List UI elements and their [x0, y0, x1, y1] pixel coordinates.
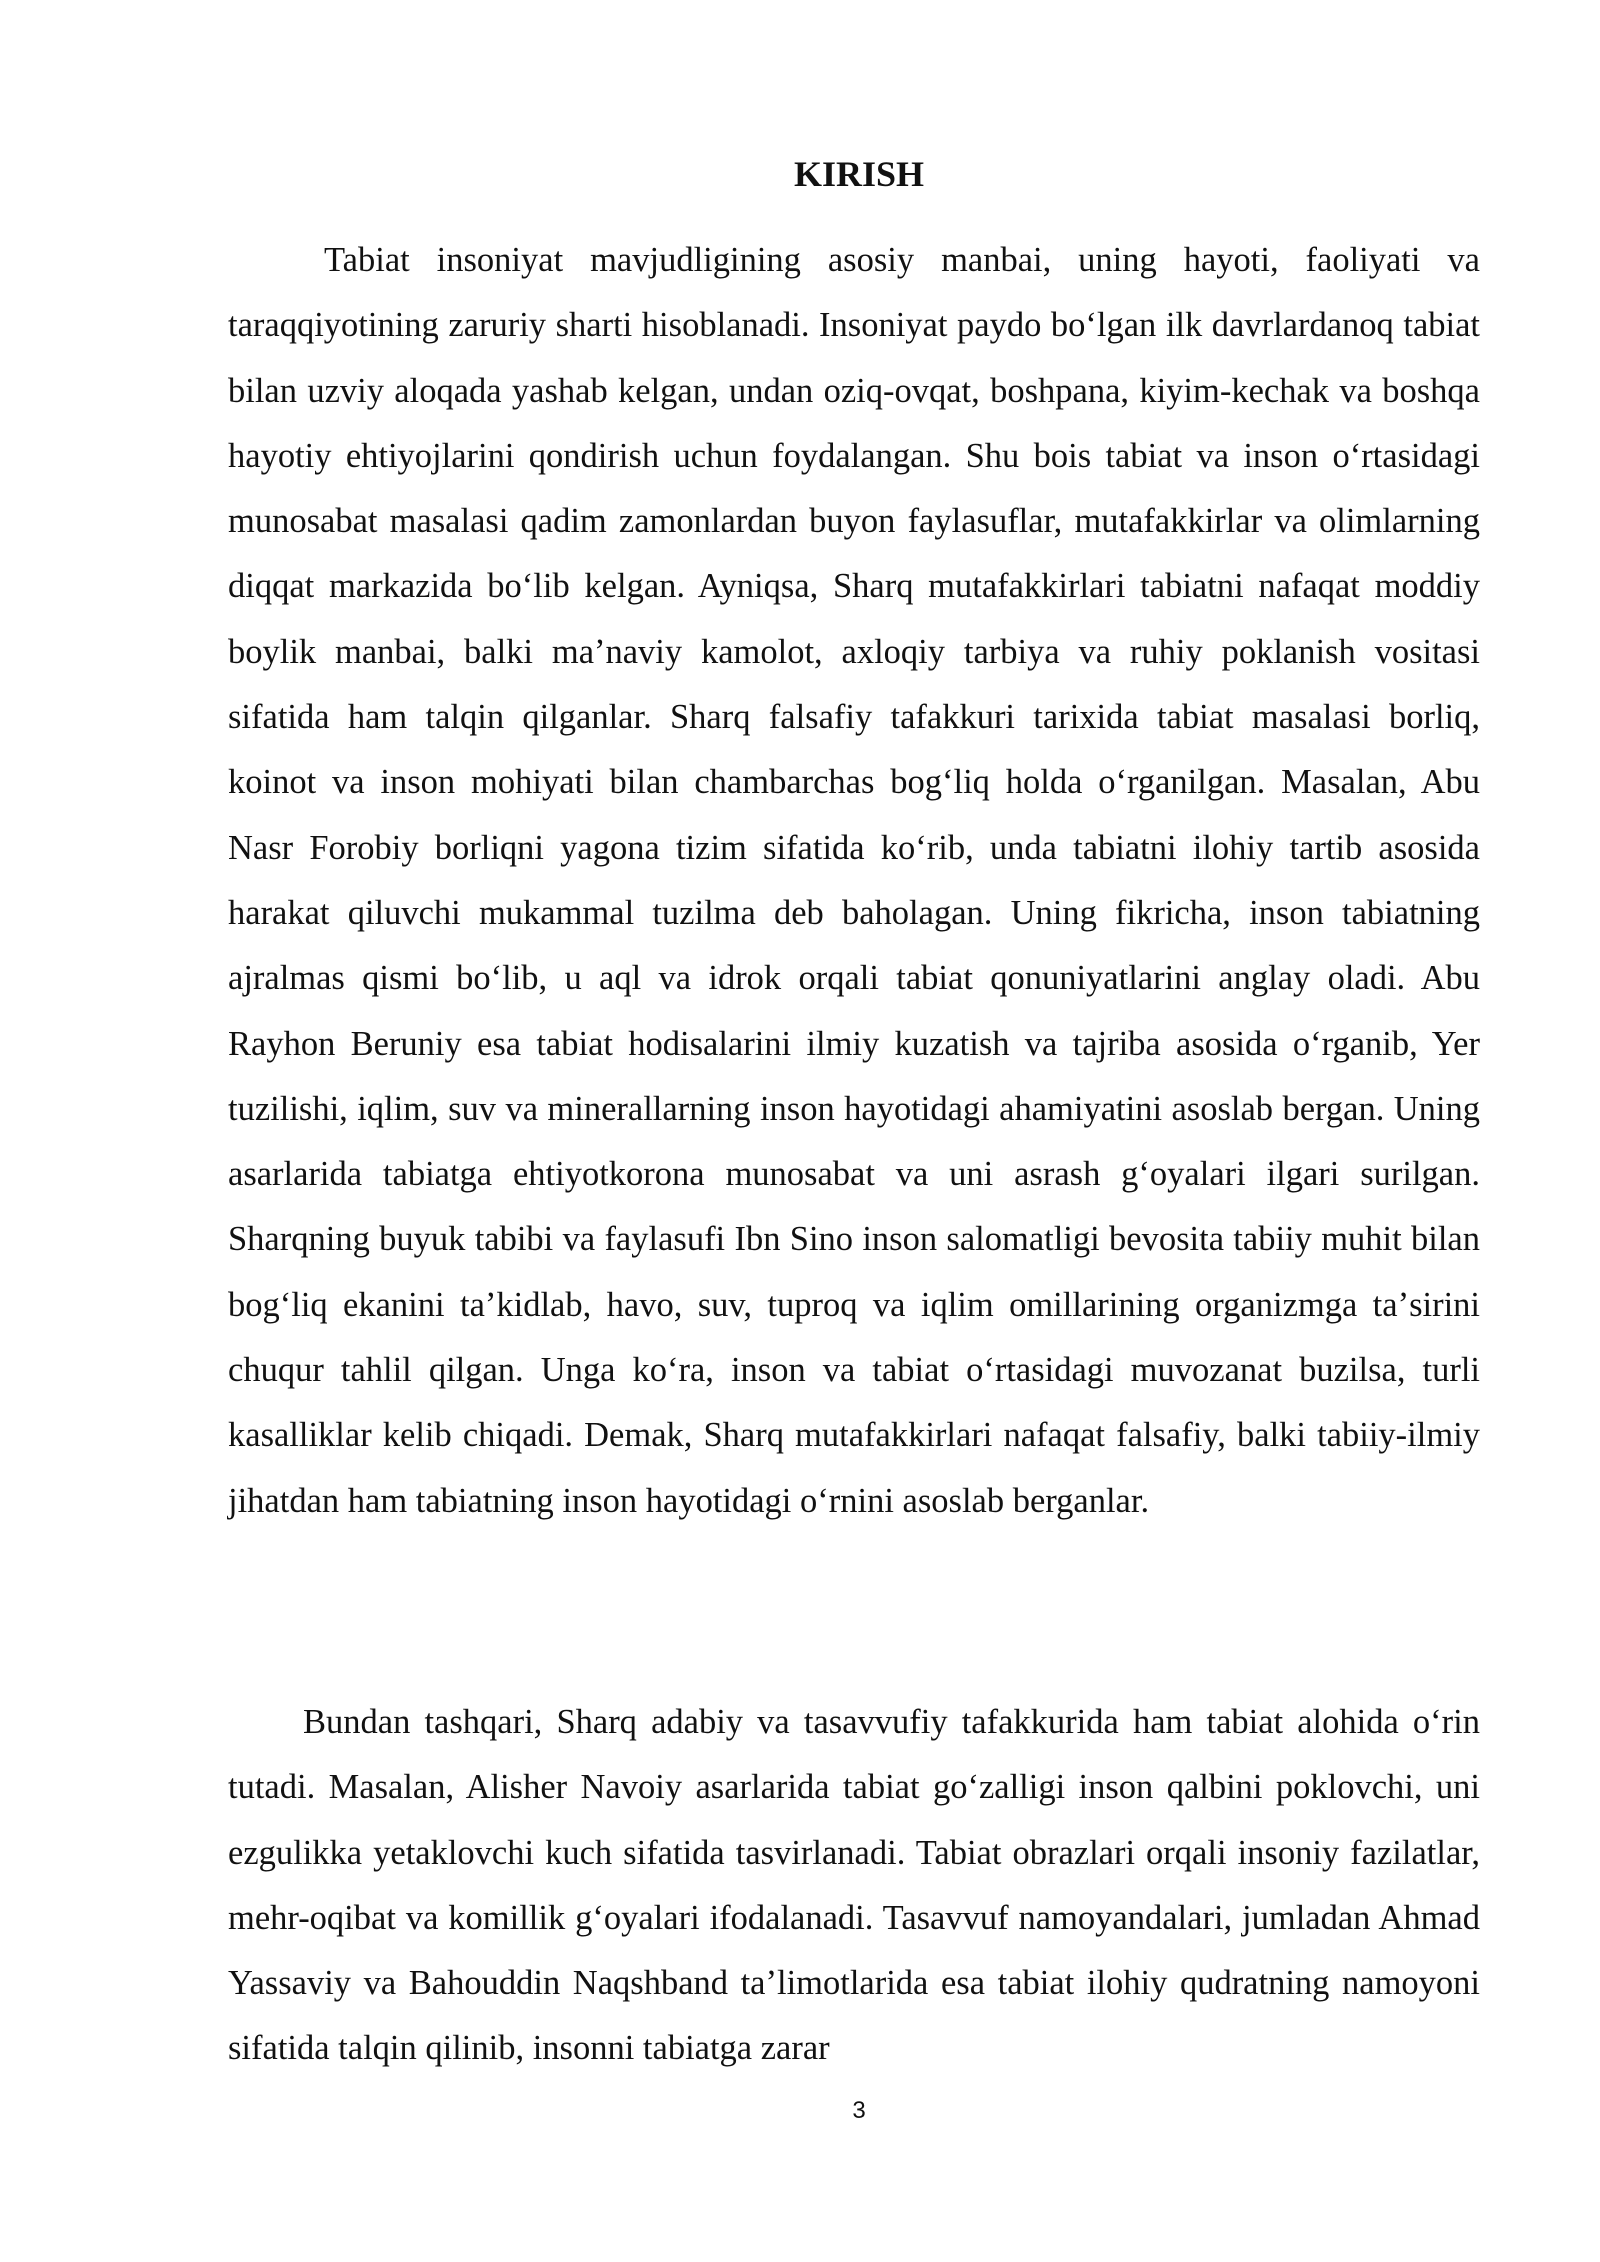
paragraph-2: Bundan tashqari, Sharq adabiy va tasavvufiy tafakkurida ham tabiat alohida oʻrin tutadi. Masalan, Alisher Navoiy asarlarida tabiat goʻzalligi inson qalbini poklovchi, uni ezgulikka yetaklovchi kuch sifatida tasvirlanadi. Tabiat obrazlari orqali insoniy fazilatlar, mehr-oqibat va komillik gʻoyalari ifodalanadi. Tasavvuf namoyandalari, jumladan Ahmad Yassaviy va Bahouddin Naqshband taʼlimotlarida esa tabiat ilohiy qudratning namoyoni sifatida talqin qilinib, insonni tabiatga zarar: [228, 1703, 1480, 2068]
page-number: 3: [852, 2097, 866, 2124]
page-title: KIRISH: [793, 154, 925, 194]
paragraph-1: Tabiat insoniyat mavjudligining asosiy manbai, uning hayoti, faoliyati va taraqqiyotining zaruriy sharti hisoblanadi. Insoniyat paydo boʻlgan ilk davrlardanoq tabiat bilan uzviy aloqada yashab kelgan, undan oziq-ovqat, boshpana, kiyim-kechak va boshqa hayotiy ehtiyojlarini qondirish uchun foydalangan. Shu bois tabiat va inson oʻrtasidagi munosabat masalasi qadim zamonlardan buyon faylasuflar, mutafakkirlar va olimlarning diqqat markazida boʻlib kelgan. Ayniqsa, Sharq mutafakkirlari tabiatni nafaqat moddiy boylik manbai, balki maʼnaviy kamolot, axloqiy tarbiya va ruhiy poklanish vositasi sifatida ham talqin qilganlar. Sharq falsafiy tafakkuri tarixida tabiat masalasi borliq, koinot va inson mohiyati bilan chambarchas bogʻliq holda oʻrganilgan. Masalan, Abu Nasr Forobiy borliqni yagona tizim sifatida koʻrib, unda tabiatni ilohiy tartib asosida harakat qiluvchi mukammal tuzilma deb baholagan. Uning fikricha, inson tabiatning ajralmas qismi boʻlib, u aql va idrok orqali tabiat qonuniyatlarini anglay oladi. Abu Rayhon Beruniy esa tabiat hodisalarini ilmiy kuzatish va tajriba asosida oʻrganib, Yer tuzilishi, iqlim, suv va minerallarning inson hayotidagi ahamiyatini asoslab bergan. Uning asarlarida tabiatga ehtiyotkorona munosabat va uni asrash gʻoyalari ilgari surilgan. Sharqning buyuk tabibi va faylasufi Ibn Sino inson salomatligi bevosita tabiiy muhit bilan bogʻliq ekanini taʼkidlab, havo, suv, tuproq va iqlim omillarining organizmga taʼsirini chuqur tahlil qilgan. Unga koʻra, inson va tabiat oʻrtasidagi muvozanat buzilsa, turli kasalliklar kelib chiqadi. Demak, Sharq mutafakkirlari nafaqat falsafiy, balki tabiiy-ilmiy jihatdan ham tabiatning inson hayotidagi oʻrnini asoslab berganlar.: [228, 241, 1480, 1520]
